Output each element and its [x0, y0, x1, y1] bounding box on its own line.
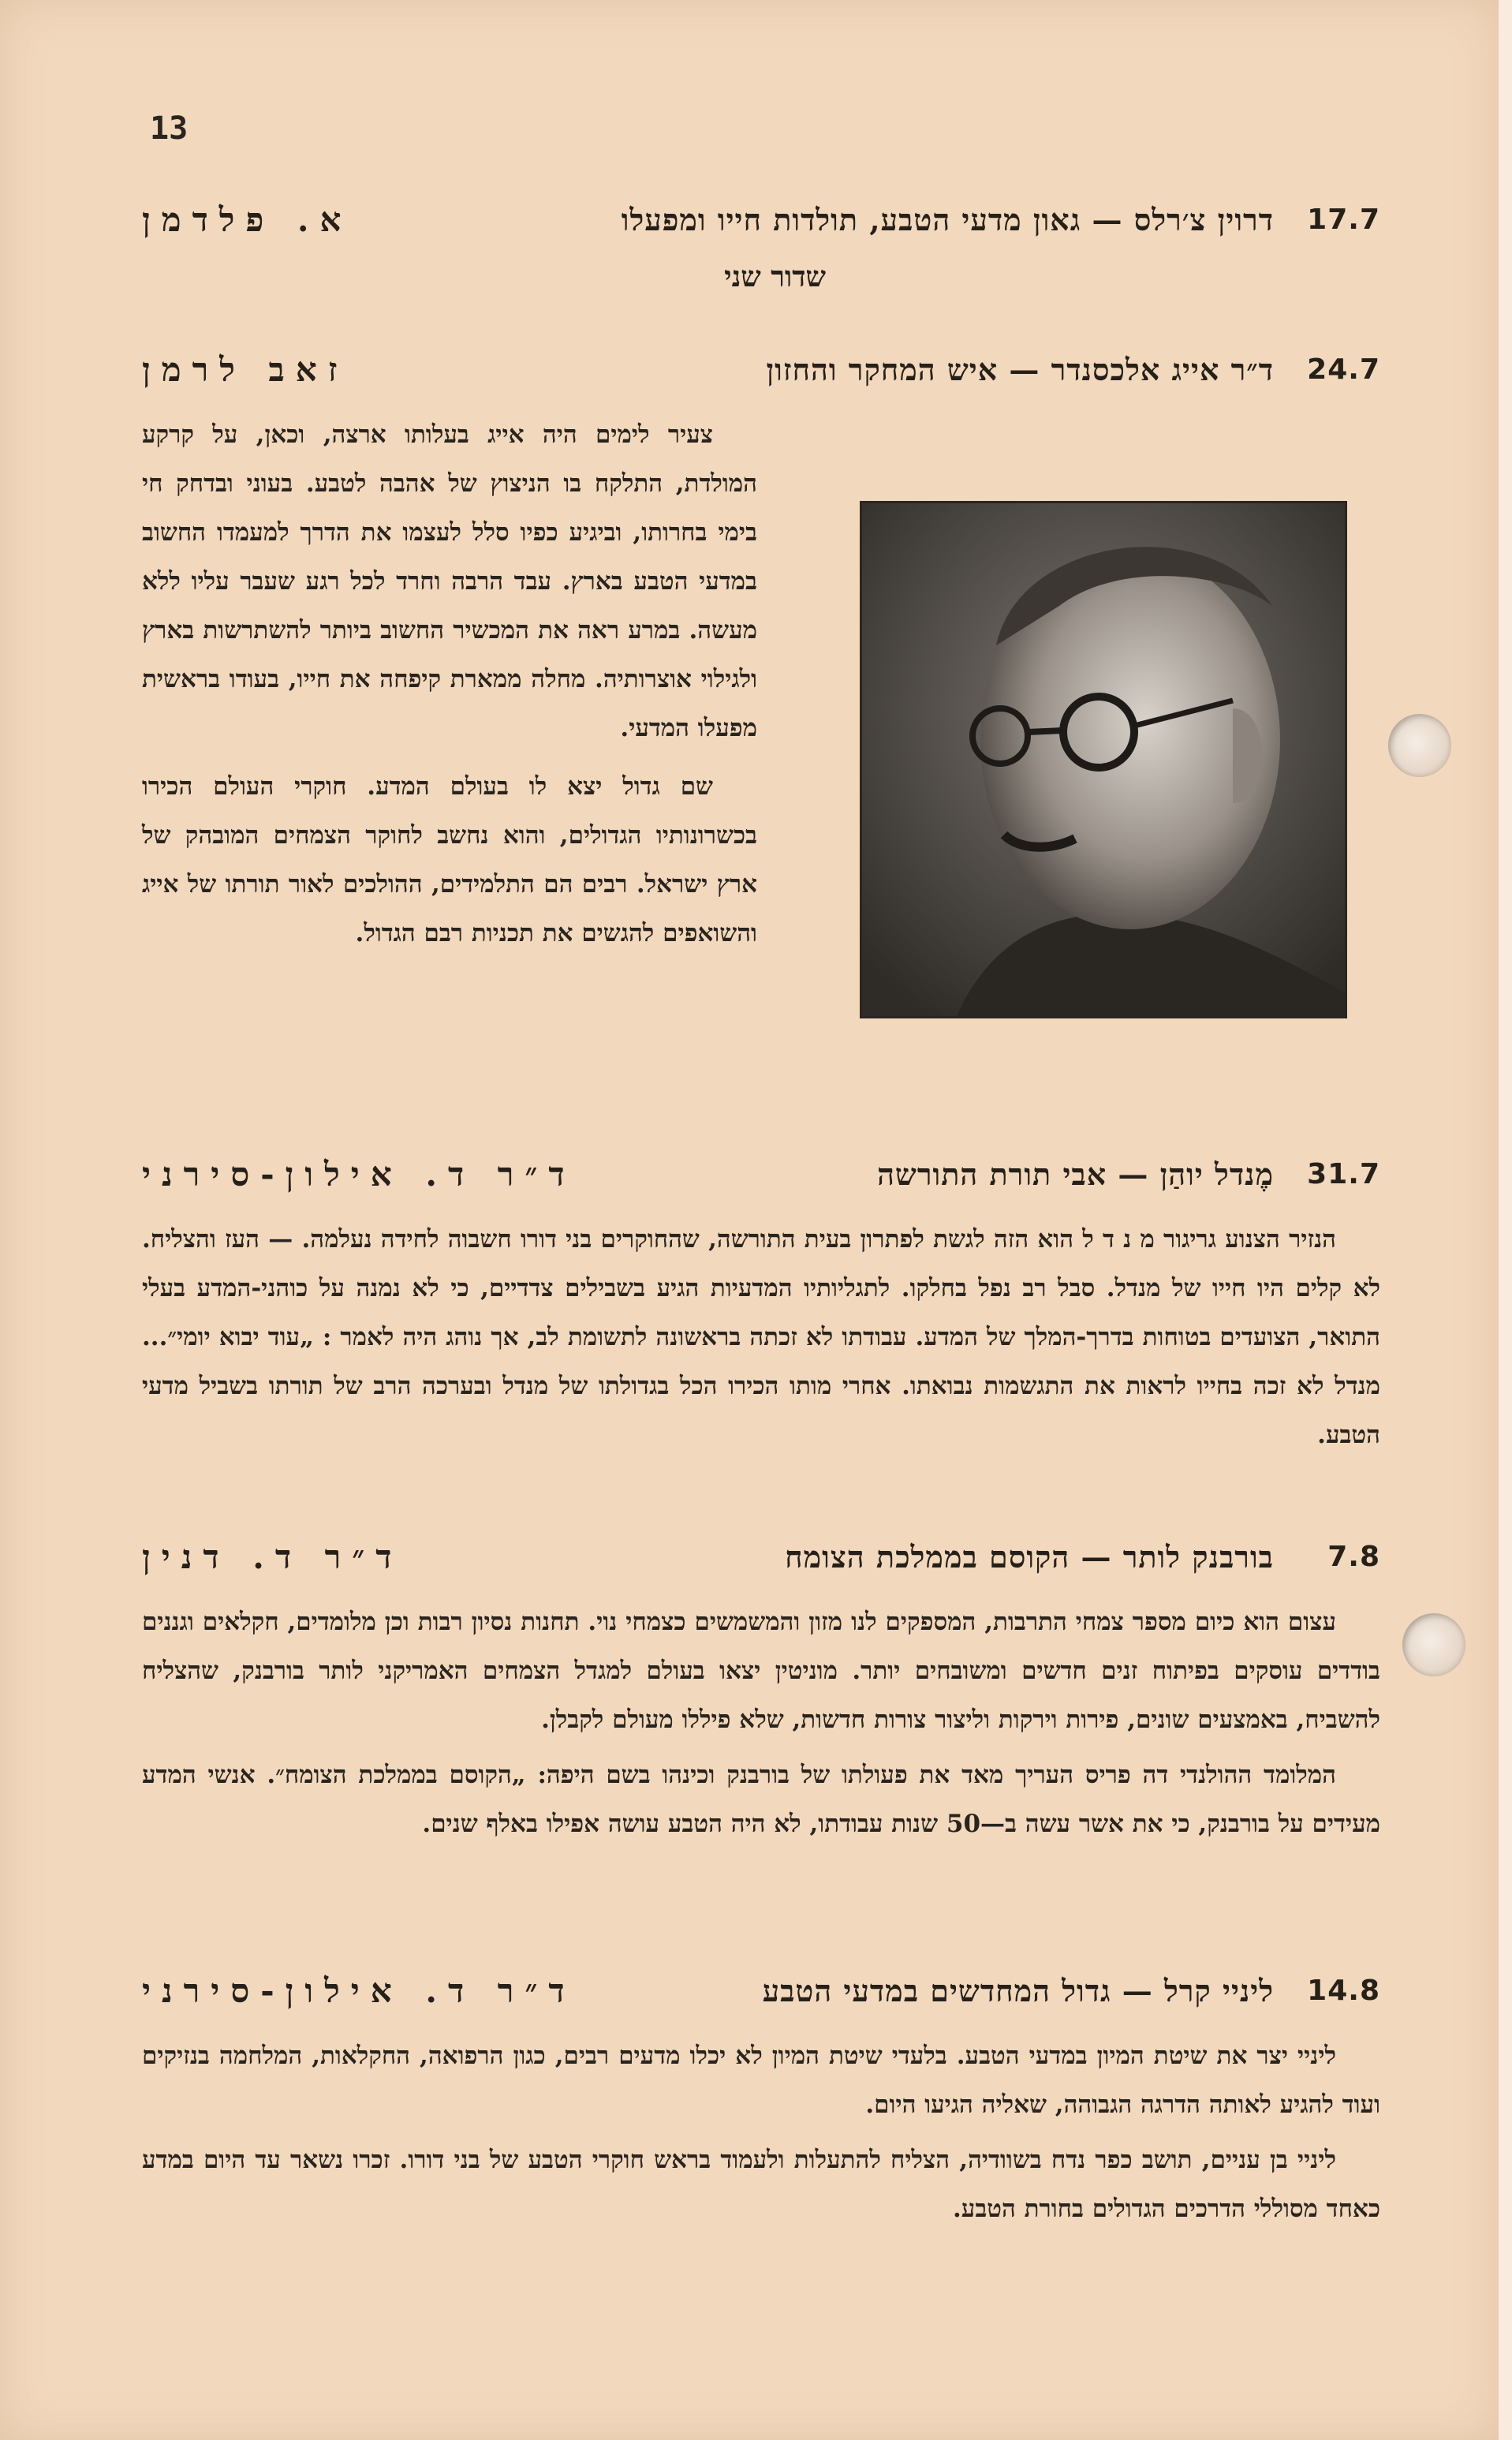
paragraph: שם גדול יצא לו בעולם המדע. חוקרי העולם הכירו בכשרונותיו הגדולים, והוא נחשב לחוקר הצמחים המובהק של ארץ ישראל. רבים הם התלמידים, ההולכים לאור תורתו של אייג והשואפים להגשים את תכניות רבם הגדול. — [142, 772, 757, 947]
paragraph: הנזיר הצנוע גריגור מ נ ד ל הוא הזה לגשת לפתרון בעית התורשה, שהחוקרים בני דורו חשבוה לחידה נעלמה. — העז והצליח. לא קלים היו חייו של מנדל. סבל רב נפל בחלקו. לתגליותיו המדעיות הגיע בשבילים צדדיים, כי לא נמנה על כוהני-המדע בעלי התואר, הצועדים בטוחות בדרך-המלך של המדע. עבודתו לא זכתה בראשונה לתשומת לב, אך נוהג היה לאמר : „עוד יבוא יומי״... מנדל לא זכה בחייו לראות את התגשמות נבואתו. אחרי מותו הכירו הכל בגדולתו של מנדל ובערכה הרב של תורתו בשביל מדעי הטבע. — [142, 1225, 1380, 1449]
entry-body — [142, 2031, 1380, 2233]
entry-author: ד״ר ד. אילון-סירני — [142, 1971, 576, 2010]
entry-author: ד״ר ד. אילון-סירני — [142, 1155, 576, 1194]
portrait-image — [862, 503, 1345, 1016]
entry-body — [142, 1597, 1380, 1848]
entry-author: ד״ר ד. דנין — [142, 1538, 403, 1576]
entry-title: מֶנדל יוהַן — אבי תורת התורשה — [877, 1156, 1274, 1192]
paragraph: המלומד ההולנדי דה פריס העריך מאד את פעולתו של בורבנק וכינהו בשם היפה: „הקוסם בממלכת הצומח״. אנשי המדע מעידים על בורבנק, כי את אשר עשה ב—50 שנות עבודתו, לא היה הטבע עושה אפילו באלף שנים. — [142, 1761, 1380, 1838]
punch-hole — [1388, 714, 1451, 777]
entry-author: א. פלדמן — [142, 200, 353, 239]
entry-heading — [142, 1968, 1380, 2023]
entry-title: בורבנק לותר — הקוסם בממלכת הצומח — [785, 1539, 1274, 1575]
entry-date: 7.8 — [1327, 1541, 1380, 1573]
punch-hole — [1402, 1613, 1465, 1676]
entry-title: דרוין צ׳רלס — גאון מדעי הטבע, תולדות חייו ומפעלו — [621, 202, 1274, 237]
portrait-photo — [860, 501, 1347, 1018]
entry-date: 24.7 — [1307, 353, 1380, 386]
entry-date: 14.8 — [1307, 1975, 1380, 2007]
entry-heading — [142, 1534, 1380, 1590]
entry-subtitle: שדור שני — [724, 260, 826, 293]
entry-author: זאב לרמן — [142, 350, 349, 389]
page-edge — [1499, 0, 1512, 2440]
paragraph: ליניי בן עניים, תושב כפר נדח בשוודיה, הצליח להתעלות ולעמוד בראש חוקרי הטבע של בני דורו. זכרו נשאר עד היום במדע כאחד מסוללי הדרכים הגדולים בחורת הטבע. — [142, 2146, 1380, 2223]
entry-heading — [142, 347, 1380, 402]
entry-heading — [142, 1152, 1380, 1207]
entry-body — [142, 410, 757, 958]
paragraph: צעיר לימים היה אייג בעלותו ארצה, וכאן, על קרקע המולדת, התלקח בו הניצוץ של אהבה לטבע. בעוני ובדחק חי בימי בחרותו, וביגיע כפיו סלל לעצמו את הדרך למעמדו החשוב במדעי הטבע בארץ. עבד הרבה וחרד לכל רגע שעבר עליו ללא מעשה. במרע ראה את המכשיר החשוב ביותר להשתרשות בארץ ולגילוי אוצרותיה. מחלה ממארת קיפחה את חייו, בעודו בראשית מפעלו המדעי. — [142, 420, 757, 742]
entry-body — [142, 1215, 1380, 1459]
paragraph: ליניי יצר את שיטת המיון במדעי הטבע. בלעדי שיטת המיון לא יכלו מדעים רבים, כגון הרפואה, החקלאות, המלחמה בנזיקים ועוד להגיע לאותה הדרגה הגבוהה, שאליה הגיעו היום. — [142, 2042, 1380, 2119]
entry-heading — [142, 197, 1380, 252]
entry-date: 31.7 — [1307, 1158, 1380, 1190]
entry-title: ליניי קרל — גדול המחדשים במדעי הטבע — [762, 1973, 1274, 2008]
entry-title: ד״ר אייג אלכסנדר — איש המחקר והחזון — [766, 352, 1274, 387]
page-number: 13 — [150, 110, 189, 147]
paragraph: עצום הוא כיום מספר צמחי התרבות, המספקים לנו מזון והמשמשים כצמחי נוי. תחנות נסיון רבות וכן מלומדים, חקלאים וגננים בודדים עוסקים בפיתוח זנים חדשים ומשובחים יותר. מוניטין יצאו בעולם למגדל הצמחים האמריקני לותר בורבנק, שהצליח להשביח, באמצעים שונים, פירות וירקות וליצור צורות חדשות, שלא פיללו מעולם לקבלן. — [142, 1608, 1380, 1734]
entry-date: 17.7 — [1307, 204, 1380, 236]
